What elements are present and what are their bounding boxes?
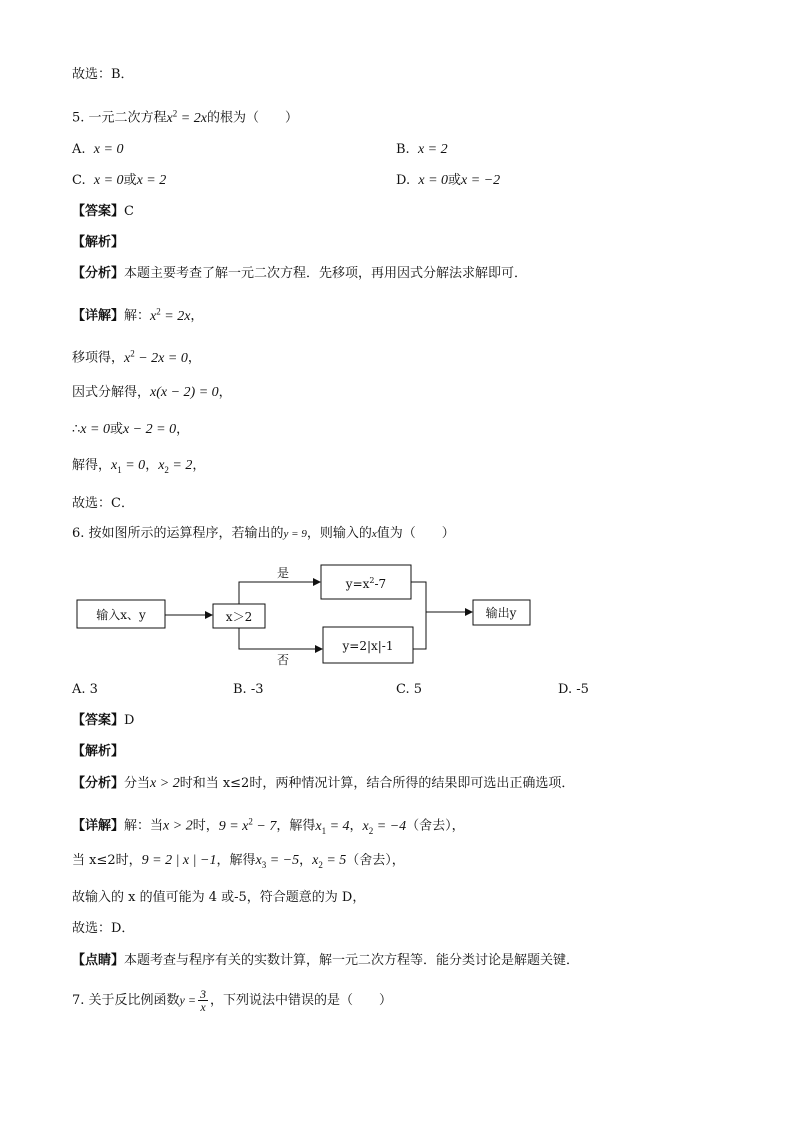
q7-stem-prefix: 7. 关于反比例函数 <box>72 993 180 1008</box>
q5-detail-eq-end: ， <box>190 308 204 324</box>
q6-stem-mid: ，则输入的 <box>306 526 372 541</box>
q6-fenxi-mid: 时和当 x≤2时，两种情况计算，结合所得的结果即可选出正确选项． <box>179 776 575 791</box>
q5-answer-tag: 【答案】 <box>72 204 125 219</box>
q5-step3-b: x − 2 = 0 <box>122 422 177 437</box>
q5-step4-sep: ， <box>145 458 159 473</box>
q6-stem-suffix: 值为（ ） <box>376 526 455 541</box>
q6-eq1-rest: − 7 <box>252 818 277 834</box>
q6-detail-x1 <box>315 819 349 834</box>
q6-option-d: D. -5 <box>558 682 589 697</box>
q6-line2-x2-var: x <box>312 853 319 868</box>
q5-detail-eq-exp: 2 <box>156 306 161 316</box>
q5-answer <box>72 203 134 221</box>
q6-line2-x2-val: = 5 <box>322 853 347 868</box>
q5-step1-rest: − 2x = 0 <box>134 350 188 366</box>
q5-step3 <box>72 421 189 439</box>
q6-line2-eq: 9 = 2 | x | −1 <box>141 853 217 868</box>
q5-step2-equation: x(x − 2) = 0 <box>150 385 219 400</box>
q6-detail <box>72 812 465 839</box>
q5-step3-or: 或 <box>109 422 123 437</box>
q5-step1-equation <box>124 348 188 366</box>
q5-detail-eq-rhs: = 2x <box>160 308 191 324</box>
q7-fraction-numerator: 3 <box>199 987 206 1001</box>
flow-top-formula-rest: -7 <box>374 577 387 591</box>
q5-x1-val: = 0 <box>121 458 146 473</box>
q5-fenxi <box>72 265 527 283</box>
q6-eq1-pre: 9 = x <box>218 818 249 834</box>
q5-analysis-heading <box>72 234 124 252</box>
flow-arrow-yes <box>239 582 320 604</box>
q5-stem-suffix: 的根为（ ） <box>206 110 298 126</box>
q6-fenxi-pre: 分当 <box>124 776 151 791</box>
flow-yes-label: 是 <box>276 566 290 580</box>
flow-output-label: 输出y <box>485 606 517 620</box>
q6-answer-tag: 【答案】 <box>72 713 125 728</box>
q5-option-c-label: C. <box>72 173 86 188</box>
q5-stem <box>72 104 298 128</box>
q6-x3-var: x <box>255 853 262 868</box>
q5-stem-equation <box>166 108 207 126</box>
q6-dianjing-tag: 【点睛】 <box>72 953 125 968</box>
q6-x1-var: x <box>315 818 322 834</box>
q6-x1-sub: 1 <box>321 825 327 836</box>
q5-option-d-or: 或 <box>448 173 462 188</box>
q5-option-c-text2: x = 2 <box>136 173 167 188</box>
q5-fenxi-tag: 【分析】 <box>72 266 125 281</box>
q5-option-c-text1: x = 0 <box>93 173 124 188</box>
flow-no-label: 否 <box>276 653 290 667</box>
q5-step3-a: x = 0 <box>80 422 110 437</box>
q6-x3-val: = −5 <box>266 853 300 868</box>
flow-input-label: 输入x、y <box>96 608 146 622</box>
q6-x2-val: = −4 <box>373 818 407 834</box>
q6-fenxi <box>72 775 574 793</box>
q6-stem-x: x <box>371 528 377 540</box>
q6-stem-y: y = 9 <box>283 528 307 540</box>
q5-option-d-text1: x = 0 <box>418 173 449 188</box>
q5-option-c-or: 或 <box>123 173 137 188</box>
q5-option-d-text2: x = −2 <box>461 173 501 188</box>
q5-x2-var: x <box>158 458 165 473</box>
q6-line2-discard: （舍去）， <box>346 853 405 868</box>
q5-x2-val: = 2 <box>168 458 193 473</box>
q5-detail-eq-base: x <box>150 308 157 324</box>
q6-option-b: B. -3 <box>233 682 264 697</box>
q6-x1-val: = 4 <box>326 818 350 834</box>
q5-x2-sub: 2 <box>164 464 169 475</box>
q7-stem-y: y = <box>179 993 196 1007</box>
q5-step1 <box>72 344 201 368</box>
q5-x1-sub: 1 <box>117 464 122 475</box>
q6-detail-sep: ， <box>349 818 363 834</box>
q5-step2-end: ， <box>218 385 232 400</box>
q5-step4 <box>72 457 205 479</box>
q5-eq-base: x <box>166 110 173 126</box>
q5-step4-x2 <box>158 458 192 473</box>
q6-detail-pre: 解：当 <box>124 818 164 834</box>
q5-option-a-label: A. <box>72 142 86 157</box>
q6-line2 <box>72 852 405 874</box>
q5-option-c <box>72 172 166 190</box>
q6-x3-sub: 3 <box>261 859 267 870</box>
q5-step1-exp: 2 <box>130 348 135 358</box>
q7-fraction <box>198 988 208 1013</box>
q5-step2 <box>72 384 232 402</box>
q5-analysis-tag: 【解析】 <box>72 235 125 250</box>
q5-step1-end: ， <box>187 350 201 366</box>
q7-stem-suffix: ，下列说法中错误的是（ ） <box>209 993 392 1008</box>
q6-detail-cond: x > 2 <box>163 818 193 834</box>
q5-detail-intro: 解： <box>124 308 151 324</box>
q5-option-a <box>72 141 123 159</box>
flow-bottom-formula: y=2|x|-1 <box>342 639 394 653</box>
q6-dianjing-text: 本题考查与程序有关的实数计算，解一元二次方程等．能分类讨论是解题关键． <box>124 953 580 968</box>
q6-line3: 故输入的 x 的值可能为 4 或-5，符合题意的为 D， <box>72 890 366 905</box>
flow-top-formula-exp: 2 <box>369 576 375 585</box>
q6-line2-x3 <box>255 853 299 868</box>
q5-option-d-label: D. <box>396 173 411 188</box>
q5-answer-value: C <box>124 204 134 219</box>
flow-arrow-no <box>239 628 322 649</box>
q5-step4-end: ， <box>192 458 206 473</box>
q5-x1-var: x <box>111 458 118 473</box>
q6-x2-var: x <box>362 818 369 834</box>
q6-detail-eq1 <box>218 816 277 834</box>
q6-x2-sub: 2 <box>368 825 374 836</box>
q5-step4-text: 解得， <box>72 458 112 473</box>
q5-detail-tag: 【详解】 <box>72 308 125 324</box>
q6-option-a: A. 3 <box>72 682 98 697</box>
q6-answer <box>72 712 134 730</box>
q6-dianjing <box>72 952 579 970</box>
q6-line2-pre: 当 x≤2时， <box>72 853 142 868</box>
q6-line2-solve: ，解得 <box>216 853 256 868</box>
q5-step3-end: ， <box>176 422 190 437</box>
q6-fenxi-cond: x > 2 <box>150 776 180 791</box>
q6-detail-x2 <box>363 819 407 834</box>
q5-step2-text: 因式分解得， <box>72 385 151 400</box>
q6-detail-solve: ，解得 <box>276 818 316 834</box>
q5-option-b <box>396 141 448 159</box>
q5-eq-exp: 2 <box>172 108 178 118</box>
q4-conclusion: 故选：B． <box>72 67 134 82</box>
q5-step1-base: x <box>124 350 131 366</box>
q6-conclusion: 故选：D． <box>72 921 135 936</box>
q5-option-b-label: B. <box>396 142 410 157</box>
q5-step1-text: 移项得， <box>72 350 125 366</box>
q6-analysis-tag: 【解析】 <box>72 744 125 759</box>
q6-line2-x2 <box>312 853 346 868</box>
q6-detail-when: 时， <box>192 818 219 834</box>
q5-option-b-text: x = 2 <box>417 142 448 157</box>
q6-analysis-heading <box>72 743 124 761</box>
flow-top-formula-base: y=x <box>345 577 370 591</box>
therefore-symbol: ∴ <box>72 422 81 437</box>
q6-detail-discard: （舍去）， <box>406 818 465 834</box>
q6-line2-x2-sub: 2 <box>318 859 323 870</box>
q5-conclusion: 故选：C． <box>72 496 134 511</box>
q6-eq1-exp: 2 <box>248 816 253 826</box>
q5-option-a-text: x = 0 <box>93 142 124 157</box>
q5-detail <box>72 302 203 326</box>
q7-fraction-denominator: x <box>200 1000 206 1014</box>
q5-step4-x1 <box>111 458 145 473</box>
q5-option-d <box>396 172 500 190</box>
q5-fenxi-text: 本题主要考查了解一元二次方程．先移项，再用因式分解法求解即可． <box>124 266 528 281</box>
q5-eq-rhs: = 2x <box>177 110 207 126</box>
q6-stem-prefix: 6. 按如图所示的运算程序，若输出的 <box>72 526 284 541</box>
q6-stem <box>72 525 455 543</box>
q6-detail-tag: 【详解】 <box>72 818 125 834</box>
q6-option-c: C. 5 <box>396 682 423 697</box>
flow-top-formula <box>345 576 386 591</box>
q6-answer-value: D <box>124 713 135 728</box>
q7-stem <box>72 988 392 1013</box>
q6-fenxi-tag: 【分析】 <box>72 776 125 791</box>
q5-stem-prefix: 5. 一元二次方程 <box>72 110 167 126</box>
flow-condition-label: x＞2 <box>225 610 253 624</box>
q5-detail-equation <box>150 306 191 324</box>
q6-line2-sep: ， <box>299 853 313 868</box>
q6-flowchart <box>72 560 542 672</box>
